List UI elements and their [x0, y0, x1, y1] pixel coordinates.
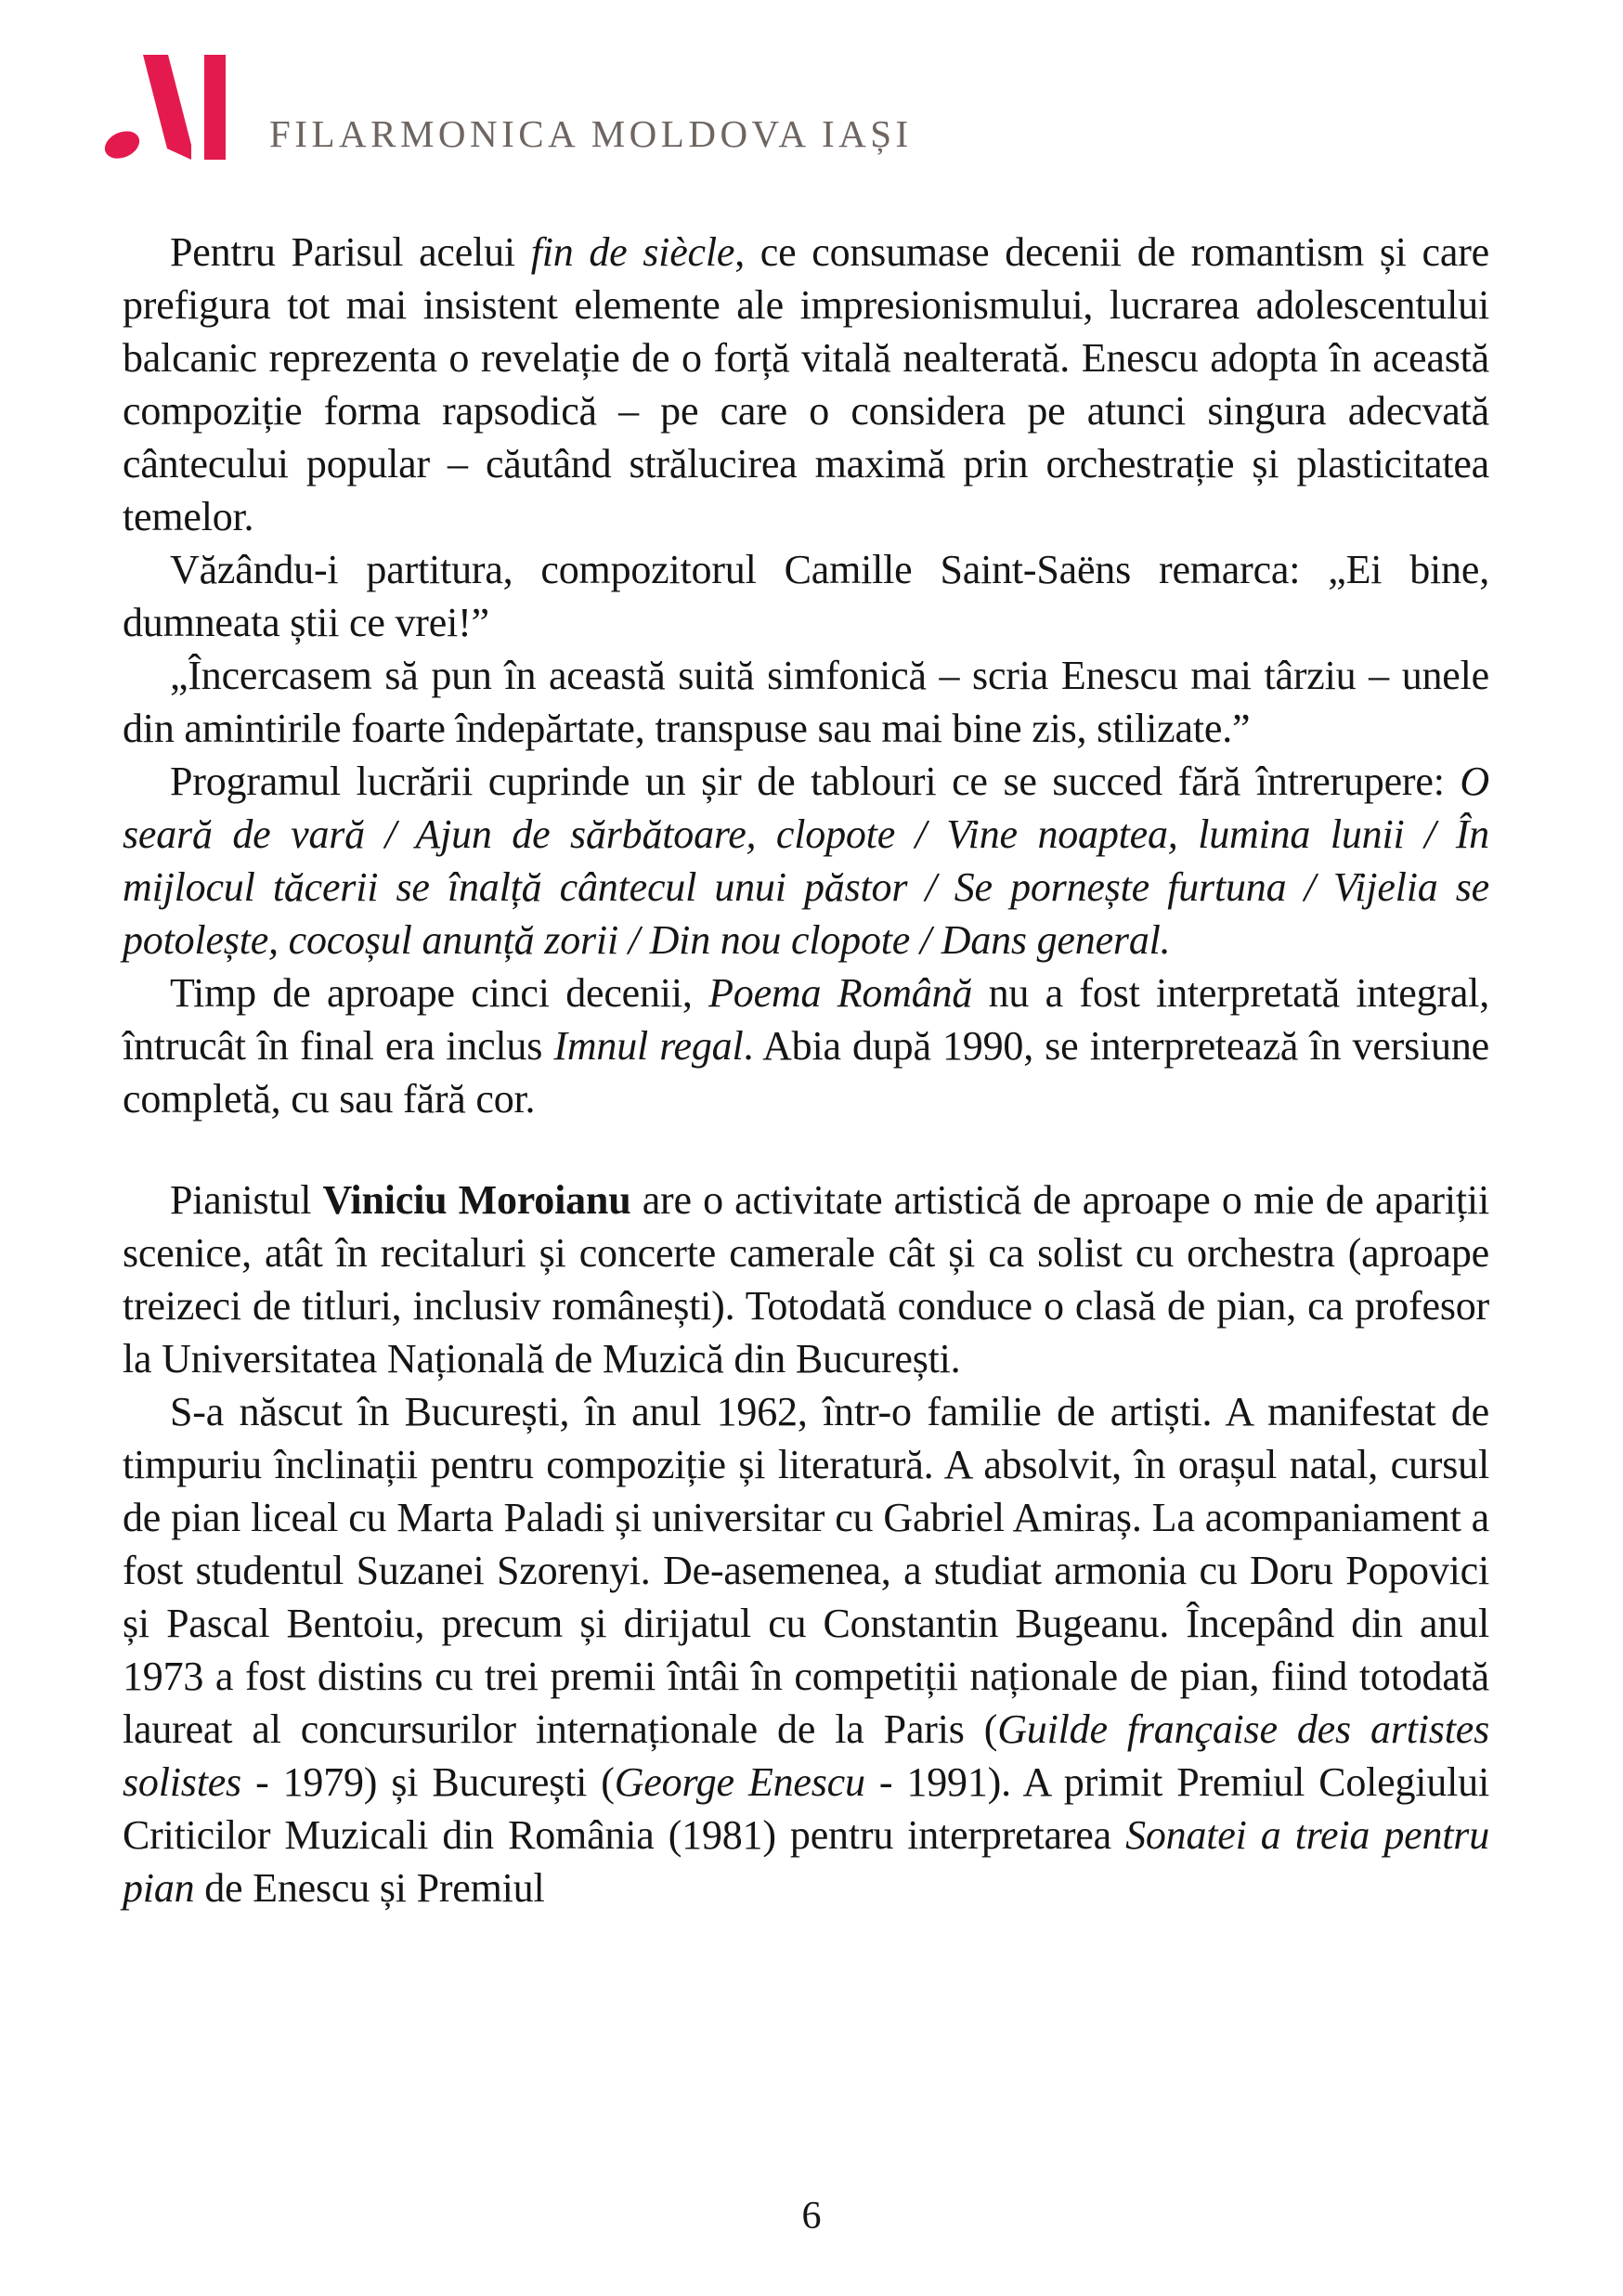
- text-run: S-a născut în București, în anul 1962, într-o familie de artiști. A manifestat de timpuriu înclinații pentru compoziție și literatură. A absolvit, în orașul natal, cursul de pian liceal cu Marta Paladi și universitar cu Gabriel Amiraș. La acompaniament a fost studentul Suzanei Szorenyi. De-asemenea, a studiat armonia cu Doru Popovici și Pascal Bentoiu, precum și dirijatul cu Constantin Bugeanu. Începând din anul 1973 a fost distins cu trei premii întâi în competiții naționale de pian, fiind totodată laureat al concursurilor internaționale de la Paris (: [123, 1389, 1489, 1752]
- text-run: Poema Română: [708, 970, 973, 1016]
- text-run: - 1991). A primit Premiul Colegiului Criticilor Muzicali din România (1981) pentru interpretarea: [123, 1759, 1489, 1858]
- text-run: Timp de aproape cinci decenii,: [170, 970, 709, 1016]
- logo-diagonal-shape: [143, 55, 191, 160]
- text-run: de Enescu și Premiul: [194, 1865, 545, 1911]
- text-run: Văzându-i partitura, compozitorul Camille Saint-Saëns remarca: „Ei bine, dumneata știi ce vrei!”: [123, 547, 1489, 645]
- paragraph: [123, 649, 1489, 755]
- body-text: [123, 226, 1489, 1914]
- logo-dot-shape: [102, 126, 144, 160]
- paragraph: [123, 543, 1489, 649]
- logo-bar-shape: [204, 55, 226, 160]
- text-run: Imnul regal: [553, 1023, 744, 1069]
- text-run: O seară de vară / Ajun de sărbătoare, clopote / Vine noaptea, lumina lunii / În mijlocul tăcerii se înalță cântecul unui păstor / Se pornește furtuna / Vijelia se potolește, cocoșul anunță zorii / Din nou clopote / Dans general.: [123, 759, 1489, 963]
- page-footer: [0, 2194, 1623, 2238]
- paragraph: [123, 1174, 1489, 1385]
- filarmonica-m-logo-icon: [102, 55, 226, 160]
- text-run: Pentru Parisul acelui: [170, 229, 531, 275]
- paragraph: [123, 1385, 1489, 1914]
- text-run: , ce consumase decenii de romantism și care prefigura tot mai insistent elemente ale impresionismului, lucrarea adolescentului balcanic reprezenta o revelație de o forță vitală nealterată. Enescu adopta în această compoziție forma rapsodică – pe care o considera pe atunci singura adecvată cântecului popular – căutând strălucirea maximă prin orchestrație și plasticitatea temelor.: [123, 229, 1489, 539]
- text-run: nu a fost interpretată integral, întrucât în final era inclus: [123, 970, 1489, 1069]
- text-run: Sonatei a treia pentru pian: [123, 1812, 1489, 1911]
- paragraph: [123, 755, 1489, 966]
- text-run: . Abia după 1990, se interpretează în versiune completă, cu sau fără cor.: [123, 1023, 1489, 1122]
- text-run: Programul lucrării cuprinde un șir de tablouri ce se succed fără întrerupere:: [170, 759, 1461, 804]
- brand-name: FILARMONICA MOLDOVA IAȘI: [269, 112, 913, 155]
- text-run: - 1979) și București (: [240, 1759, 615, 1805]
- text-run: George Enescu: [614, 1759, 865, 1805]
- page-number: 6: [801, 2195, 822, 2238]
- text-run: fin de siècle: [530, 229, 735, 275]
- text-run: Guilde française des artistes solistes: [123, 1706, 1489, 1805]
- header: [102, 55, 913, 160]
- text-run: Viniciu Moroianu: [322, 1177, 631, 1223]
- text-run: „Încercasem să pun în această suită simfonică – scria Enescu mai târziu – unele din amintirile foarte îndepărtate, transpuse sau mai bine zis, stilizate.”: [123, 653, 1489, 751]
- text-run: Pianistul: [170, 1177, 323, 1223]
- paragraph: [123, 966, 1489, 1125]
- text-run: are o activitate artistică de aproape o mie de apariții scenice, atât în recitaluri și concerte camerale cât și ca solist cu orchestra (aproape treizeci de titluri, inclusiv românești). Totodată conduce o clasă de pian, ca profesor la Universitatea Națională de Muzică din București.: [123, 1177, 1489, 1381]
- paragraph: [123, 226, 1489, 543]
